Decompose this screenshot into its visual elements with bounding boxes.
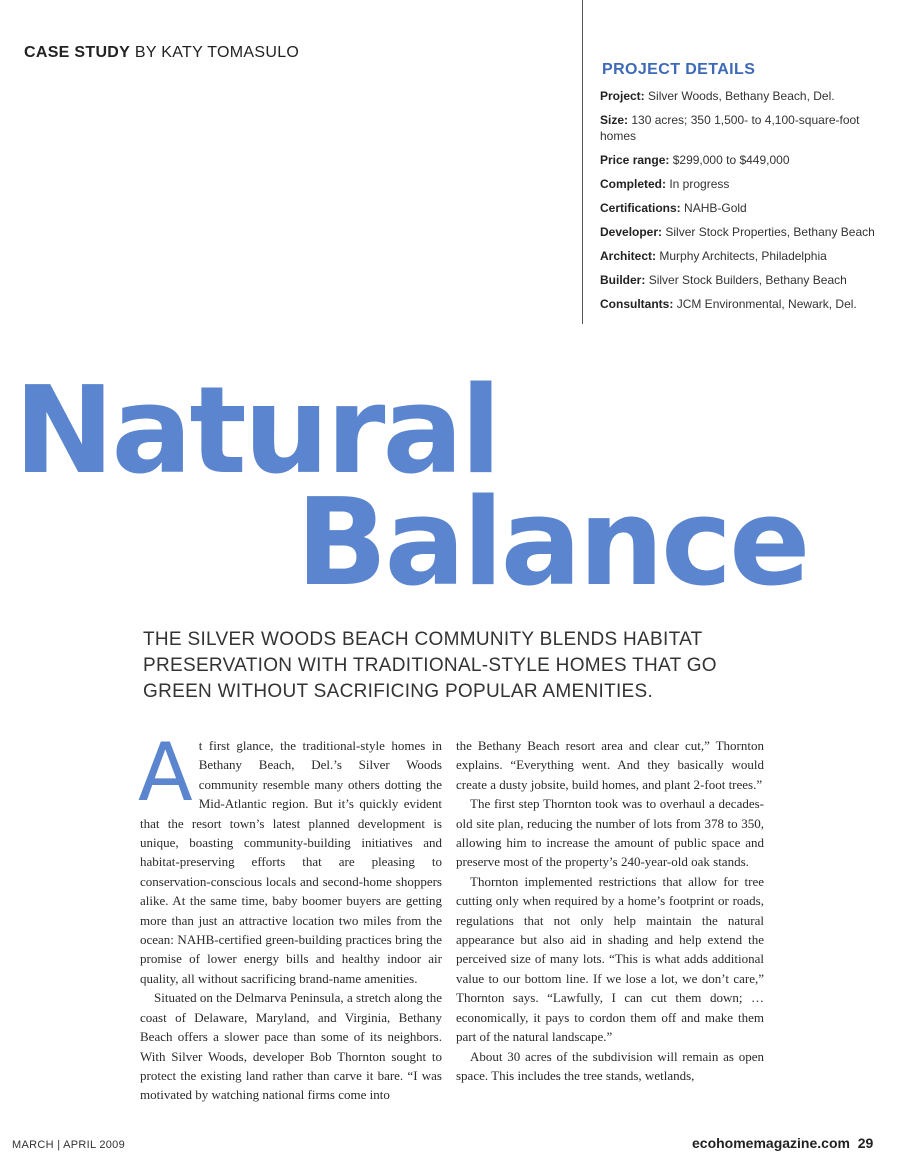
sidebar-divider bbox=[582, 0, 583, 324]
detail-value: 130 acres; 350 1,500- to 4,100-square-foot homes bbox=[600, 113, 860, 143]
project-detail-project bbox=[600, 88, 880, 104]
headline-line-1: Natural bbox=[14, 362, 499, 501]
article-paragraph: The first step Thornton took was to overhaul a decades-old site plan, reducing the number of lots from 378 to 350, allowing him to increase the amount of public space and preserve most of the property’s 240-year-old oak stands. bbox=[456, 796, 764, 870]
detail-value: In progress bbox=[669, 177, 730, 191]
project-details-list bbox=[600, 88, 880, 320]
detail-label: Builder: bbox=[600, 273, 646, 287]
page-number: 29 bbox=[857, 1135, 874, 1151]
author: BY KATY TOMASULO bbox=[134, 44, 300, 61]
headline-line-2: Balance bbox=[296, 474, 808, 613]
project-detail-developer bbox=[600, 224, 880, 240]
article-paragraph: About 30 acres of the subdivision will remain as open space. This includes the tree stands, wetlands, bbox=[456, 1048, 764, 1083]
detail-value: Murphy Architects, Philadelphia bbox=[659, 249, 827, 263]
site-url: ecohomemagazine.com bbox=[692, 1135, 850, 1151]
article-paragraph: Situated on the Delmarva Peninsula, a stretch along the coast of Delaware, Maryland, and Virginia, Bethany Beach offers a slower pace than some of its neighbors. With Silver Woods, developer Bob Thornton sought to protect the existing land rather than carve it bare. “I was motivated by watching national firms come into bbox=[140, 990, 442, 1103]
byline bbox=[24, 44, 299, 62]
detail-value: NAHB-Gold bbox=[684, 201, 747, 215]
article-column-1 bbox=[138, 726, 442, 1105]
detail-label: Project: bbox=[600, 89, 645, 103]
detail-value: Silver Stock Builders, Bethany Beach bbox=[648, 273, 847, 287]
project-detail-consultants bbox=[600, 296, 880, 312]
deck-subheading: THE SILVER WOODS BEACH COMMUNITY BLENDS HABITAT PRESERVATION WITH TRADITIONAL-STYLE HOMES THAT GO GREEN WITHOUT SACRIFICING POPULAR AMENITIES. bbox=[143, 629, 717, 702]
project-detail-architect bbox=[600, 248, 880, 264]
detail-value: $299,000 to $449,000 bbox=[672, 153, 790, 167]
project-detail-completed bbox=[600, 176, 880, 192]
project-detail-size bbox=[600, 112, 880, 144]
detail-label: Certifications: bbox=[600, 201, 681, 215]
paragraph-text: t first glance, the traditional-style homes in Bethany Beach, Del.’s Silver Woods community resemble many others dotting the Mid-Atlantic region. But it’s quickly evident that the resort town’s latest planned development is unique, boasting community-building initiatives and habitat-preserving efforts that are pleasing to conservation-conscious locals and second-home shoppers alike. At the same time, baby boomer buyers are getting more than just an attractive location two miles from the ocean: NAHB-certified green-building practices bring the promise of lower energy bills and healthy indoor air quality, all without sacrificing brand-name amenities. bbox=[140, 738, 442, 986]
issue-date: MARCH | APRIL 2009 bbox=[12, 1139, 126, 1151]
project-detail-builder bbox=[600, 272, 880, 288]
article-paragraph bbox=[138, 726, 442, 988]
project-details-heading: PROJECT DETAILS bbox=[602, 61, 756, 78]
drop-cap: A bbox=[138, 726, 193, 819]
article-paragraph: the Bethany Beach resort area and clear cut,” Thornton explains. “Everything went. And they basically would create a dusty jobsite, build homes, and plant 2-foot trees.” bbox=[456, 738, 764, 792]
detail-label: Completed: bbox=[600, 177, 666, 191]
article-column-2 bbox=[456, 736, 764, 1085]
footer-folio bbox=[692, 1135, 873, 1151]
section-label: CASE STUDY bbox=[24, 44, 131, 61]
detail-label: Price range: bbox=[600, 153, 670, 167]
detail-label: Developer: bbox=[600, 225, 663, 239]
detail-value: Silver Stock Properties, Bethany Beach bbox=[665, 225, 875, 239]
detail-label: Size: bbox=[600, 113, 629, 127]
detail-value: Silver Woods, Bethany Beach, Del. bbox=[648, 89, 835, 103]
detail-label: Architect: bbox=[600, 249, 657, 263]
detail-value: JCM Environmental, Newark, Del. bbox=[676, 297, 857, 311]
project-detail-price bbox=[600, 152, 880, 168]
article-paragraph: Thornton implemented restrictions that allow for tree cutting only when required by a home’s footprint or roads, regulations that not only help maintain the natural appearance but also aid in shading and help extend the perceived size of many lots. “This is what adds additional value to our bottom line. If we lose a lot, we don’t care,” Thornton says. “Lawfully, I can cut them down; … economically, it pays to cordon them off and make them part of the natural landscape.” bbox=[456, 873, 764, 1045]
project-detail-certifications bbox=[600, 200, 880, 216]
detail-label: Consultants: bbox=[600, 297, 674, 311]
